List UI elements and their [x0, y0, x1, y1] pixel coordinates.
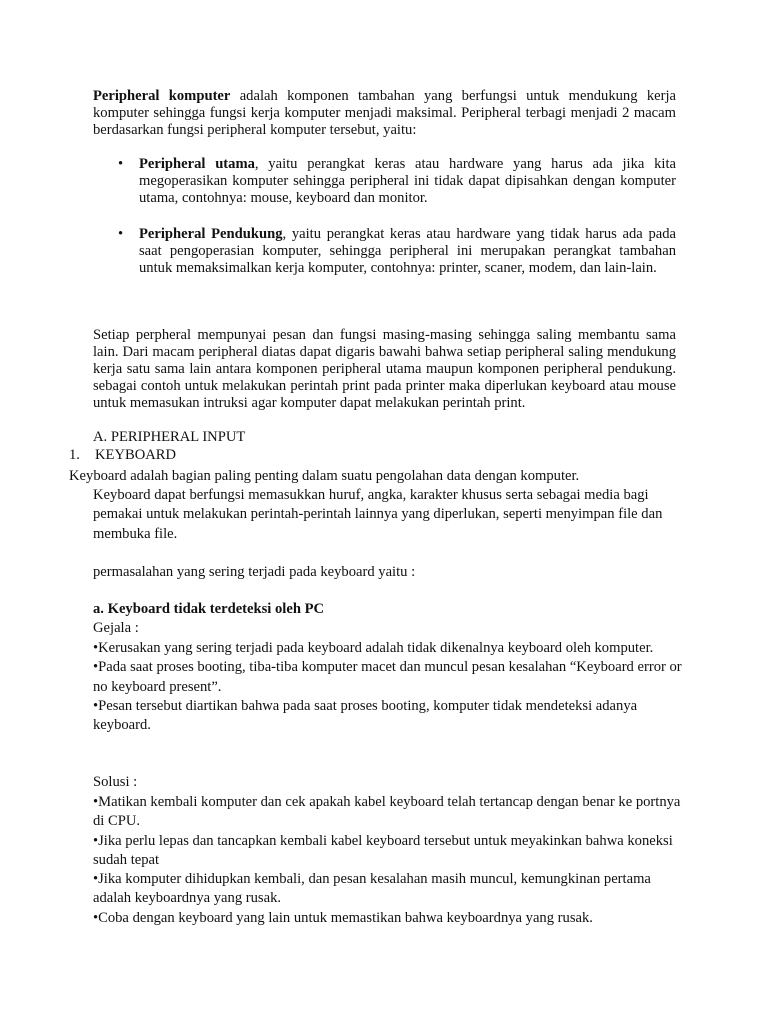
- section-heading-peripheral-input: A. PERIPHERAL INPUT: [93, 429, 246, 445]
- list-item: •Kerusakan yang sering terjadi pada keyboard adalah tidak dikenalnya keyboard oleh komputer.: [93, 640, 654, 656]
- intro-text: adalah komponen tambahan yang berfungsi untuk mendukung kerja komputer sehingga fungsi kerja komputer menjadi maksimal. Peripheral terbagi menjadi 2 macam berdasarkan fungsi peripheral komputer tersebut, yaitu:: [93, 88, 676, 138]
- keyboard-function-paragraph: Keyboard dapat berfungsi memasukkan huruf, angka, karakter khusus serta sebagai media bagi pemakai untuk melakukan perintah-perintah lainnya yang diperlukan, seperti menyimpan file dan membuka file.: [93, 487, 663, 542]
- solutions-list: [93, 793, 683, 928]
- bullet-term: Peripheral utama: [139, 156, 255, 172]
- bullet-text: , yaitu perangkat keras atau hardware yang harus ada jika kita megoperasikan komputer sehingga peripheral ini tidak dapat dipisahkan dengan komputer utama, contohnya: mouse, keyboard dan monitor.: [139, 156, 676, 206]
- bullet-term: Peripheral Pendukung: [139, 226, 283, 242]
- solutions-label: Solusi :: [93, 774, 138, 790]
- symptoms-list: [93, 639, 683, 735]
- bullet-text: , yaitu perangkat keras atau hardware yang tidak harus ada pada saat pengoperasian komputer, sehingga peripheral ini merupakan perangkat tambahan untuk memaksimalkan kerja komputer, contohnya: printer, scaner, modem, dan lain-lain.: [139, 226, 676, 276]
- paragraph-peripheral-relation: Setiap perpheral mempunyai pesan dan fungsi masing-masing sehingga saling membantu sama lain. Dari macam peripheral diatas dapat digaris bawahi bahwa setiap peripheral saling mendukung kerja satu sama lain antara komponen peripheral utama maupun komponen peripheral pendukung. sebagai contoh untuk melakukan perintah print pada printer maka diperlukan keyboard atau mouse untuk memasukan intruksi agar komputer dapat melakukan perintah print.: [93, 327, 676, 411]
- keyboard-definition: Keyboard adalah bagian paling penting dalam suatu pengolahan data dengan komputer.: [69, 468, 580, 484]
- problem-title: [93, 601, 324, 618]
- list-item: •Coba dengan keyboard yang lain untuk memastikan bahwa keyboardnya yang rusak.: [93, 909, 593, 926]
- list-item: •Pesan tersebut diartikan bahwa pada saat proses booting, komputer tidak mendeteksi adanya keyboard.: [93, 697, 638, 734]
- problems-intro: permasalahan yang sering terjadi pada keyboard yaitu :: [93, 564, 416, 580]
- list-number: 1.: [69, 447, 80, 463]
- bullet-item-peripheral-utama: [118, 156, 676, 207]
- problem-title-text: a. Keyboard tidak terdeteksi oleh PC: [93, 601, 325, 617]
- bullet-marker: •: [118, 226, 124, 242]
- intro-paragraph: [93, 88, 676, 139]
- list-item: •Pada saat proses booting, tiba-tiba komputer macet dan muncul pesan kesalahan “Keyboard error or no keyboard present”.: [93, 659, 682, 695]
- list-item: •Jika komputer dihidupkan kembali, dan pesan kesalahan masih muncul, kemungkinan pertama adalah keyboardnya yang rusak.: [93, 871, 651, 907]
- list-label-keyboard: KEYBOARD: [95, 447, 177, 463]
- symptoms-label: Gejala :: [93, 620, 139, 636]
- list-item: •Matikan kembali komputer dan cek apakah kabel keyboard telah tertancap dengan benar ke portnya di CPU.: [93, 794, 681, 830]
- intro-term: Peripheral komputer: [93, 88, 231, 104]
- bullet-marker: •: [118, 156, 124, 172]
- list-item: •Jika perlu lepas dan tancapkan kembali kabel keyboard tersebut untuk meyakinkan bahwa koneksi sudah tepat: [93, 832, 673, 868]
- bullet-item-peripheral-pendukung: [118, 226, 676, 277]
